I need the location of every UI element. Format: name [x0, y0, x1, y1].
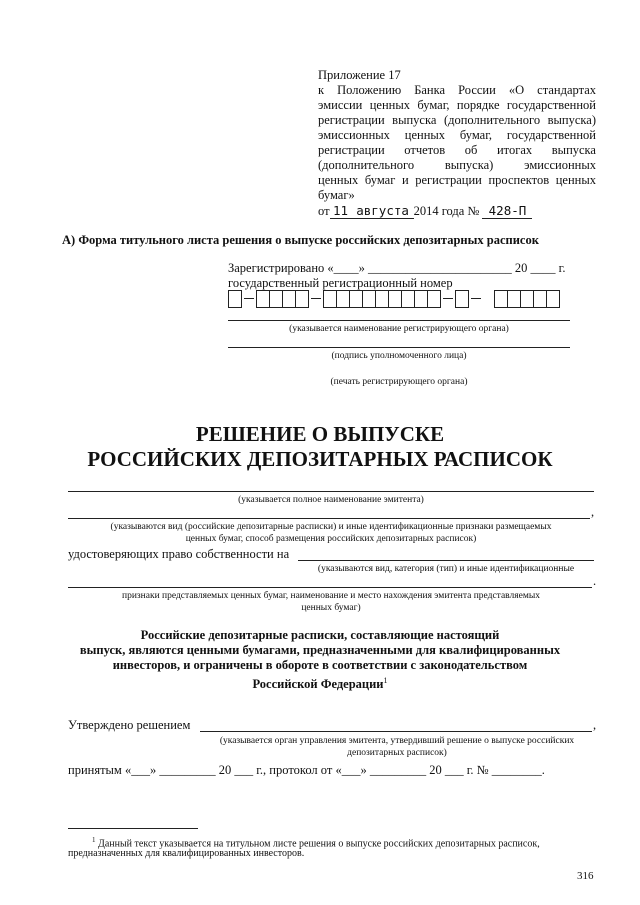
dash-separator [311, 298, 321, 299]
issuer-name-caption: (указывается полное наименование эмитента) [238, 495, 424, 505]
footnote-mark: 1 [92, 836, 96, 844]
dash-separator [471, 298, 481, 299]
represented-securities-caption: ценных бумаг) [301, 603, 361, 613]
reg-number-box[interactable] [388, 290, 402, 308]
footnote-reference: 1 [383, 676, 388, 685]
reg-number-box[interactable] [295, 290, 309, 308]
reg-number-box[interactable] [546, 290, 560, 308]
main-title-line2: РОССИЙСКИХ ДЕПОЗИТАРНЫХ РАСПИСОК [87, 447, 553, 471]
reg-number-box[interactable] [520, 290, 534, 308]
reg-number-box[interactable] [282, 290, 296, 308]
appendix-date [318, 203, 532, 219]
reg-number-box[interactable] [362, 290, 376, 308]
notice-line: Российские депозитарные расписки, составляющие настоящий [140, 628, 500, 642]
notice-line: инвесторов, и ограничены в обороте в соответствии с законодательством [112, 658, 528, 672]
authority-field-line[interactable] [228, 320, 570, 321]
notice-line: выпуск, являются ценными бумагами, предназначенными для квалифицированных [79, 643, 561, 657]
reg-number-box[interactable] [455, 290, 469, 308]
appendix-line: ценных бумаг и регистрации проспектов ценных [318, 173, 596, 187]
dash-separator [443, 298, 453, 299]
comma: , [593, 718, 597, 732]
reg-number-box[interactable] [256, 290, 270, 308]
approval-body-caption: депозитарных расписок) [347, 748, 447, 758]
authority-caption: (указывается наименование регистрирующего органа) [289, 324, 509, 334]
dash-separator [244, 298, 254, 299]
appendix-line: бумаг» [318, 188, 355, 202]
main-title-line1: РЕШЕНИЕ О ВЫПУСКЕ [195, 422, 445, 446]
registration-number-label: государственный регистрационный номер [228, 276, 453, 290]
section-title: А) Форма титульного листа решения о выпуске российских депозитарных расписок [62, 233, 539, 247]
issuer-name-field-line[interactable] [68, 491, 594, 492]
appendix-line: эмиссионных ценных бумаг, государственной [318, 128, 596, 142]
reg-number-box[interactable] [427, 290, 441, 308]
period: . [593, 574, 597, 588]
security-kind-caption: ценных бумаг, способ размещения российских депозитарных расписок) [185, 534, 477, 544]
approval-body-field-line[interactable] [200, 731, 592, 732]
footnote-text: Данный текст указывается на титульном листе решения о выпуске российских депозитарных расписок, [98, 838, 540, 850]
security-kind-field-line[interactable] [68, 518, 590, 519]
reg-number-box[interactable] [269, 290, 283, 308]
ownership-label: удостоверяющих право собственности на [68, 547, 290, 561]
reg-number-box[interactable] [375, 290, 389, 308]
protocol-line: принятым «___» _________ 20 ___ г., протокол от «___» _________ 20 ___ г. № ________. [68, 763, 545, 777]
represented-securities-caption: (указываются вид, категория (тип) и иные идентификационные [317, 564, 575, 574]
reg-number-box[interactable] [414, 290, 428, 308]
document-number: 428-П [482, 203, 532, 219]
date-prefix: от [318, 204, 330, 218]
reg-number-box[interactable] [494, 290, 508, 308]
date-month: августа [352, 203, 414, 219]
footnote-text: предназначенных для квалифицированных инвесторов. [68, 848, 305, 859]
signature-caption: (подпись уполномоченного лица) [331, 351, 467, 361]
reg-number-box[interactable] [349, 290, 363, 308]
reg-number-box[interactable] [323, 290, 337, 308]
reg-number-box[interactable] [336, 290, 350, 308]
seal-caption: (печать регистрирующего органа) [330, 377, 468, 387]
reg-number-box[interactable] [401, 290, 415, 308]
appendix-line: регистрации выпуска (дополнительного выпуска) [318, 113, 596, 127]
represented-securities-field-line[interactable] [68, 587, 592, 588]
notice-line-text: Российской Федерации [252, 677, 384, 692]
signature-field-line[interactable] [228, 347, 570, 348]
represented-securities-caption: признаки представляемых ценных бумаг, наименование и место нахождения эмитента представляемых [121, 591, 541, 601]
appendix-line: регистрации отчетов об итогах выпуска [318, 143, 596, 157]
notice-line [0, 673, 640, 692]
date-day: 11 [330, 203, 352, 219]
appendix-line: (дополнительного выпуска) эмиссионных [318, 158, 596, 172]
ownership-field-line[interactable] [298, 560, 594, 561]
footnote-separator [68, 828, 198, 829]
comma: , [591, 505, 595, 519]
approval-label: Утверждено решением [68, 718, 191, 732]
date-year: 2014 года № [413, 204, 480, 218]
reg-number-box[interactable] [228, 290, 242, 308]
reg-number-box[interactable] [533, 290, 547, 308]
appendix-line: к Положению Банка России «О стандартах [318, 83, 596, 97]
appendix-line: эмиссии ценных бумаг, порядке государственной [318, 98, 596, 112]
reg-number-box[interactable] [507, 290, 521, 308]
appendix-title: Приложение 17 [318, 68, 401, 82]
registration-date-line: Зарегистрировано «____» _______________________ 20 ____ г. [228, 261, 566, 275]
security-kind-caption: (указываются вид (российские депозитарные расписки) и иные идентификационные признаки размещаемых [110, 522, 552, 532]
approval-body-caption: (указывается орган управления эмитента, утвердивший решение о выпуске российских [219, 736, 575, 746]
page-number: 316 [577, 870, 594, 882]
